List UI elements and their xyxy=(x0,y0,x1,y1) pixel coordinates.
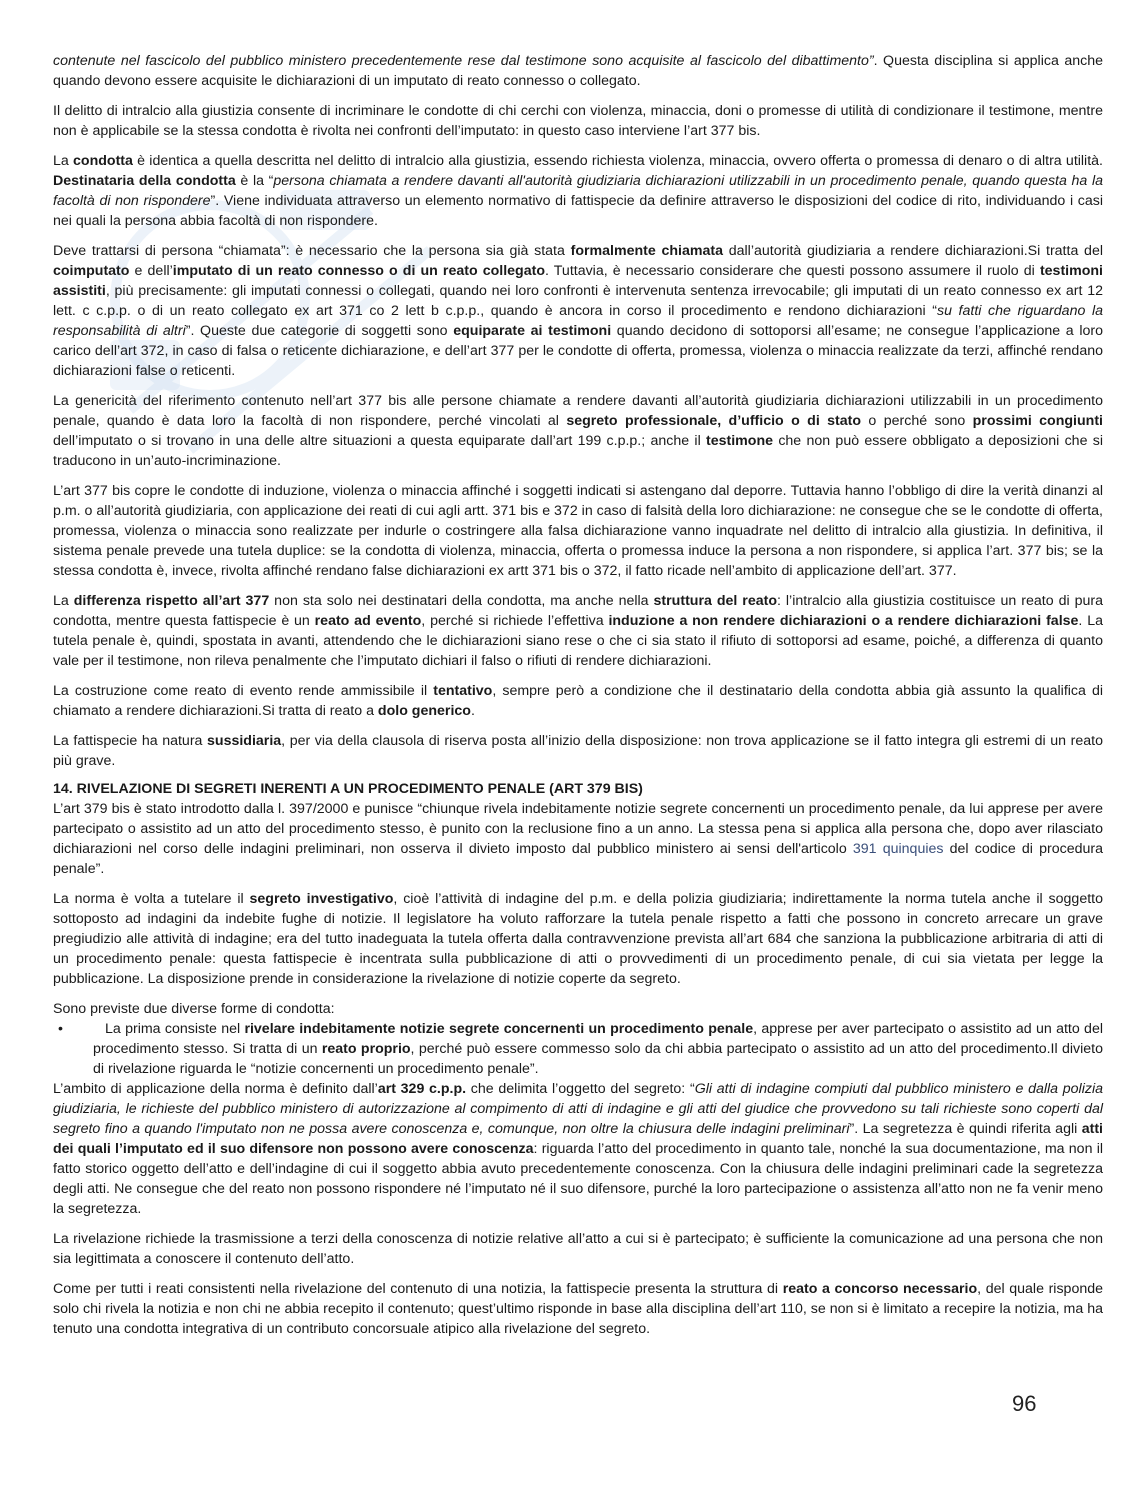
text-run: ”. Viene individuata attraverso un elemento normativo di fattispecie da definire attraverso le disposizioni del codice di rito, individuando i casi nei quali la persona abbia facoltà di non rispondere. xyxy=(53,193,1103,229)
text-run: , perché si richiede l’effettiva xyxy=(421,613,609,629)
bold-text: coimputato xyxy=(53,263,130,279)
bold-text: reato a concorso necessario xyxy=(782,1281,978,1297)
paragraph xyxy=(53,731,1103,771)
text-run: , sempre però a condizione che il destinatario della condotta abbia già assunto la qualifica di chiamato a rendere dichiarazioni.Si tratta di reato a xyxy=(53,683,1104,719)
document-body xyxy=(53,51,1103,1349)
bold-text: imputato di un reato connesso o di un reato collegato xyxy=(172,263,545,279)
text-run: o perché sono xyxy=(861,413,973,429)
text-run: non sta solo nei destinatari della condotta, ma anche nella xyxy=(269,593,654,609)
text-run: , perché può essere commesso solo da chi abbia partecipato o assistito ad un atto del procedimento.Il divieto di rivelazione riguarda le “notizie concernenti un procedimento penale”. xyxy=(93,1041,1103,1077)
text-run: ”. La segretezza è quindi riferita agli xyxy=(849,1121,1082,1137)
text-run: , del quale risponde solo chi rivela la notizia e non chi ne abbia recepito il contenuto; quest’ultimo risponde in base alla disciplina dell’art 110, se non si è limitato a recepire la notizia, ma ha tenuto una condotta integrativa di un contributo concorsuale atipico alla rivelazione del segreto. xyxy=(53,1281,1104,1337)
paragraph xyxy=(53,1229,1103,1269)
italic-text: contenute nel fascicolo del pubblico ministero precedentemente rese dal testimone sono acquisite al fascicolo del dibattimento” xyxy=(53,53,874,69)
italic-text: persona chiamata a rendere davanti all'autorità giudiziaria dichiarazioni utilizzabili in un procedimento penale, quando questa ha la facoltà di non rispondere xyxy=(53,173,1104,209)
bold-text: differenza rispetto all’art 377 xyxy=(73,593,270,609)
italic-text: su fatti che riguardano la responsabilità di altri xyxy=(53,303,1103,339)
bold-text: segreto investigativo xyxy=(249,891,394,907)
bold-text: induzione a non rendere dichiarazioni o a rendere dichiarazioni false xyxy=(608,613,1079,629)
page-number: 96 xyxy=(1012,1391,1037,1416)
text-run: La xyxy=(53,593,74,609)
text-run: è la “ xyxy=(235,173,274,189)
paragraph xyxy=(53,241,1103,381)
text-run: ”. Queste due categorie di soggetti sono xyxy=(185,323,454,339)
text-run: La costruzione come reato di evento rende ammissibile il xyxy=(53,683,434,699)
bold-text: testimone xyxy=(706,433,774,449)
paragraph xyxy=(53,391,1103,471)
section-heading: 14. RIVELAZIONE DI SEGRETI INERENTI A UN PROCEDIMENTO PENALE (ART 379 BIS) xyxy=(53,781,643,797)
text-run: La rivelazione richiede la trasmissione a terzi della conoscenza di notizie relative all’atto a cui si è partecipato; è sufficiente la comunicazione ad una persona che non sia legittimata a conoscere il contenuto dell’atto. xyxy=(53,1231,1103,1267)
text-run: L’ambito di applicazione della norma è definito dall’ xyxy=(53,1081,378,1097)
text-run: del codice di procedura penale”. xyxy=(53,841,1103,877)
paragraph xyxy=(53,151,1103,231)
paragraph xyxy=(53,101,1103,141)
bold-text: dolo generico xyxy=(377,703,471,719)
paragraph xyxy=(53,889,1103,989)
text-run: , per via della clausola di riserva posta all’inizio della disposizione: non trova applicazione se il fatto integra gli estremi di un reato più grave. xyxy=(53,733,1103,769)
bold-text: sussidiaria xyxy=(207,733,282,749)
paragraph xyxy=(53,1079,1103,1219)
text-run: che delimita l’oggetto del segreto: “ xyxy=(466,1081,695,1097)
text-run: La genericità del riferimento contenuto nell’art 377 bis alle persone chiamate a rendere davanti all’autorità giudiziaria dichiarazioni utilizzabili in un procedimento penale, quando è data loro la facoltà di non rispondere, perché vincolati al xyxy=(53,393,1103,429)
forms-intro: Sono previste due diverse forme di condotta: xyxy=(53,1001,335,1017)
text-run: . Questa disciplina si applica anche quando devono essere acquisite le dichiarazioni di un imputato di reato connesso o collegato. xyxy=(53,53,1103,89)
text-run: dall’autorità giudiziaria a rendere dichiarazioni.Si tratta del xyxy=(723,243,1103,259)
text-run: La xyxy=(53,153,74,169)
bold-text: condotta xyxy=(73,153,133,169)
text-run: , apprese per aver partecipato o assistito ad un atto del procedimento stesso. Si tratta di un xyxy=(93,1021,1103,1057)
text-run: è identica a quella descritta nel delitto di intralcio alla giustizia, essendo richiesta violenza, minaccia, ovvero offerta o promessa di denaro o di altra utilità. xyxy=(132,153,1103,169)
bold-text: tentativo xyxy=(433,683,493,699)
bold-text: equiparate ai testimoni xyxy=(453,323,612,339)
conduct-list xyxy=(53,1019,1103,1079)
bold-text: struttura del reato xyxy=(653,593,777,609)
paragraphs-block xyxy=(53,51,1103,771)
text-run: . La tutela penale è, quindi, spostata in avanti, attendendo che le dichiarazioni siano rese o che ci sia stato il rifiuto di sottoporsi ad esame, poiché, a differenza di quanto vale per il testimone, non rileva penalmente che l’imputato dichiari il falso o rifiuti di rendere dichiarazioni. xyxy=(53,613,1103,669)
bold-text: testimoni assistiti xyxy=(53,263,1103,299)
article-link[interactable]: 391 quinquies xyxy=(852,841,944,857)
bullet-icon: • xyxy=(58,1021,63,1037)
text-run: La prima consiste nel xyxy=(105,1021,245,1037)
text-run: . Tuttavia, è necessario considerare che questi possono assumere il ruolo di xyxy=(545,263,1040,279)
paragraph xyxy=(53,681,1103,721)
bold-text: prossimi congiunti xyxy=(972,413,1103,429)
paragraph xyxy=(53,1279,1103,1339)
text-run: Come per tutti i reati consistenti nella rivelazione del contenuto di una notizia, la fattispecie presenta la struttura di xyxy=(53,1281,783,1297)
text-run: che non può essere obbligato a deposizioni che si traducono in un’auto-incriminazione. xyxy=(53,433,1103,469)
text-run: Deve trattarsi di persona “chiamata”: è necessario che la persona sia già stata xyxy=(53,243,571,259)
text-run: quando decidono di sottoporsi all’esame; ne consegue l’applicazione a loro carico dell’art 372, in caso di falsa o reticente dichiarazione, e dell’art 377 per le condotte di offerta, promessa, violenza o minaccia realizzate da terzi, affinché rendano dichiarazioni false o reticenti. xyxy=(53,323,1103,379)
text-run: . xyxy=(470,703,475,719)
section-paragraphs xyxy=(53,889,1103,989)
bold-text: reato proprio xyxy=(321,1041,411,1057)
text-run: L’art 379 bis è stato introdotto dalla l. 397/2000 e punisce “chiunque rivela indebitamente notizie segrete concernenti un procedimento penale, da lui apprese per avere partecipato o assistito ad un atto del procedimento stesso, è punito con la reclusione fino a un anno. La stessa pena si applica alla persona che, dopo aver rilasciato dichiarazioni nel corso delle indagini preliminari, non osserva il divieto imposto dal pubblico ministero ai sensi dell'articolo xyxy=(53,801,1103,857)
bold-text: rivelare indebitamente notizie segrete concernenti un procedimento penale xyxy=(244,1021,754,1037)
bold-text: atti dei quali l’imputato ed il suo difensore non possono avere conoscenza xyxy=(53,1121,1103,1157)
text-run: : l’intralcio alla giustizia costituisce un reato di pura condotta, mentre questa fattispecie è un xyxy=(53,593,1103,629)
text-run: La norma è volta a tutelare il xyxy=(53,891,250,907)
bold-text: art 329 c.p.p. xyxy=(377,1081,467,1097)
text-run: Il delitto di intralcio alla giustizia consente di incriminare le condotte di chi cerchi con violenza, minaccia, doni o promesse di utilità di condizionare il testimone, mentre non è applicabile se la stessa condotta è rivolta nei confronti dell’imputato: in questo caso interviene l’art 377 bis. xyxy=(53,103,1103,139)
bold-text: segreto professionale, d’ufficio o di stato xyxy=(566,413,862,429)
bold-text: reato ad evento xyxy=(314,613,422,629)
text-run: , cioè l’attività di indagine del p.m. e della polizia giudiziaria; indirettamente la norma tutela anche il soggetto sottoposto ad indagini da indebite fughe di notizie. Il legislatore ha voluto rafforzare la tutela penale rispetto a fatti che possono in concreto arrecare un grave pregiudizio alle attività di indagine; era del tutto inadeguata la tutela offerta dalla contravvenzione prevista all’art 684 che sanziona la pubblicazione arbitraria di atti di un procedimento penale: questa fattispecie è incentrata sulla pubblicazione di atti o provvedimenti di un procedimento penale, di cui sia vietata per legge la pubblicazione. La disposizione prende in considerazione la rivelazione di notizie coperte da segreto. xyxy=(53,891,1103,987)
paragraph xyxy=(53,481,1103,581)
bold-text: Destinataria della condotta xyxy=(53,173,236,189)
paragraph xyxy=(53,591,1103,671)
list-item xyxy=(53,1019,1103,1079)
paragraph xyxy=(53,51,1103,91)
section-intro xyxy=(53,799,1103,879)
bold-text: formalmente chiamata xyxy=(570,243,724,259)
text-run: L’art 377 bis copre le condotte di induzione, violenza o minaccia affinché i soggetti indicati si astengano dal deporre. Tuttavia hanno l’obbligo di dire la verità dinanzi al p.m. o all’autorità giudiziaria, con applicazione dei reati di cui agli artt. 371 bis e 372 in caso di falsità della loro dichiarazione: ne consegue che se le condotte di offerta, promessa, violenza o minaccia sono realizzate per indurle o costringere alla falsa dichiarazione vanno inquadrate nel delitto di intralcio alla giustizia. In definitiva, il sistema penale prevede una tutela duplice: se la condotta di violenza, minaccia, offerta o promessa induce la persona a non rispondere, si applica l’art. 377 bis; se la stessa condotta è, invece, rivolta affinché rendano false dichiarazioni ex artt 371 bis o 372, il fatto ricade nell’ambito di applicazione dell’art. 377. xyxy=(53,483,1103,579)
text-run: dell’imputato o si trovano in una delle altre situazioni a questa equiparate dall’art 199 c.p.p.; anche il xyxy=(53,433,707,449)
text-run: e dell’ xyxy=(129,263,173,279)
text-run: , più precisamente: gli imputati connessi o collegati, quando nei loro confronti è intervenuta sentenza irrevocabile; gli imputati di un reato connesso ex art 12 lett. c c.p.p. o di un reato collegato ex art 371 co 2 lett b c.p.p., quando è ancora in corso il procedimento e rendono dichiarazioni “ xyxy=(53,283,1103,319)
text-run: : riguarda l’atto del procedimento in quanto tale, nonché la sua documentazione, ma non il fatto storico oggetto dell’atto e dell’indagine di cui il soggetto abbia avuto precedentemente conoscenza. Con la chiusura delle indagini preliminari cade la segretezza degli atti. Ne consegue che del reato non possono rispondere né l’imputato né il suo difensore, purché la loro partecipazione o assistenza all’atto non ne fa venir meno la segretezza. xyxy=(53,1141,1103,1217)
text-run: La fattispecie ha natura xyxy=(53,733,208,749)
after-paragraphs xyxy=(53,1079,1103,1339)
italic-text: Gli atti di indagine compiuti dal pubblico ministero e dalla polizia giudiziaria, le richieste del pubblico ministero di autorizzazione al compimento di atti di indagine e gli atti del giudice che provvedono su tali richieste sono coperti dal segreto fino a quando l'imputato non ne possa avere conoscenza e, comunque, non oltre la chiusura delle indagini preliminari xyxy=(53,1081,1103,1137)
